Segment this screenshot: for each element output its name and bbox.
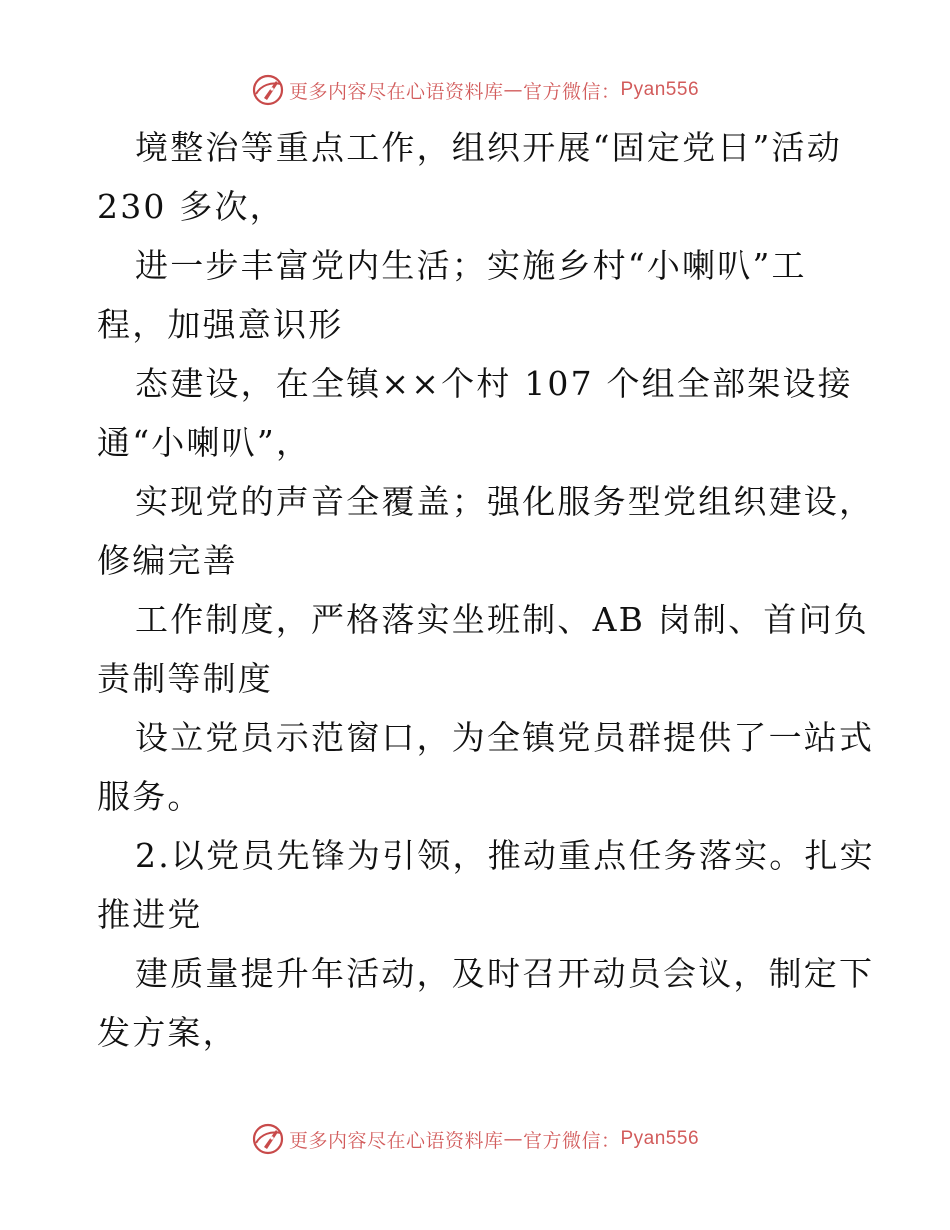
- footer-site-text: 更多内容尽在心语资料库: [288, 1129, 504, 1152]
- body-line: 发方案，: [97, 1013, 238, 1052]
- body-line: 230 多次，: [97, 187, 285, 226]
- header-site-text: 更多内容尽在心语资料库: [288, 80, 504, 103]
- body-line: 建质量提升年活动，及时召开动员会议，制定下: [135, 954, 875, 993]
- pen-nib-logo-icon: [251, 1122, 285, 1156]
- body-line: 2.以党员先锋为引领，推动重点任务落实。扎实: [135, 836, 875, 875]
- header-banner: [0, 70, 950, 110]
- body-line: 境整治等重点工作，组织开展“固定党日”活动: [135, 128, 842, 167]
- document-body: [97, 118, 875, 1062]
- body-line: 推进党: [97, 895, 203, 934]
- body-line: 服务。: [97, 777, 203, 816]
- body-line: 工作制度，严格落实坐班制、AB 岗制、首问负: [135, 600, 869, 639]
- body-line: 设立党员示范窗口，为全镇党员群提供了一站式: [135, 718, 875, 757]
- footer-wechat-label: 官方微信：: [522, 1129, 621, 1152]
- body-line: 进一步丰富党内生活；实施乡村“小喇叭”工: [135, 246, 807, 285]
- body-line: 态建设，在全镇××个村 107 个组全部架设接: [135, 364, 853, 403]
- body-line: 通“小喇叭”，: [97, 423, 312, 462]
- pen-nib-logo-icon: [251, 73, 285, 107]
- header-dash: —: [503, 79, 523, 101]
- footer-wechat-id: Pyan556: [620, 1128, 700, 1149]
- body-line: 实现党的声音全覆盖；强化服务型党组织建设，: [135, 482, 875, 521]
- body-line: 修编完善: [97, 541, 238, 580]
- body-line: 程，加强意识形: [97, 305, 344, 344]
- header-wechat-id: Pyan556: [620, 79, 700, 100]
- footer-dash: —: [503, 1128, 523, 1150]
- footer-banner: [0, 1119, 950, 1159]
- body-line: 责制等制度: [97, 659, 273, 698]
- header-wechat-label: 官方微信：: [522, 80, 621, 103]
